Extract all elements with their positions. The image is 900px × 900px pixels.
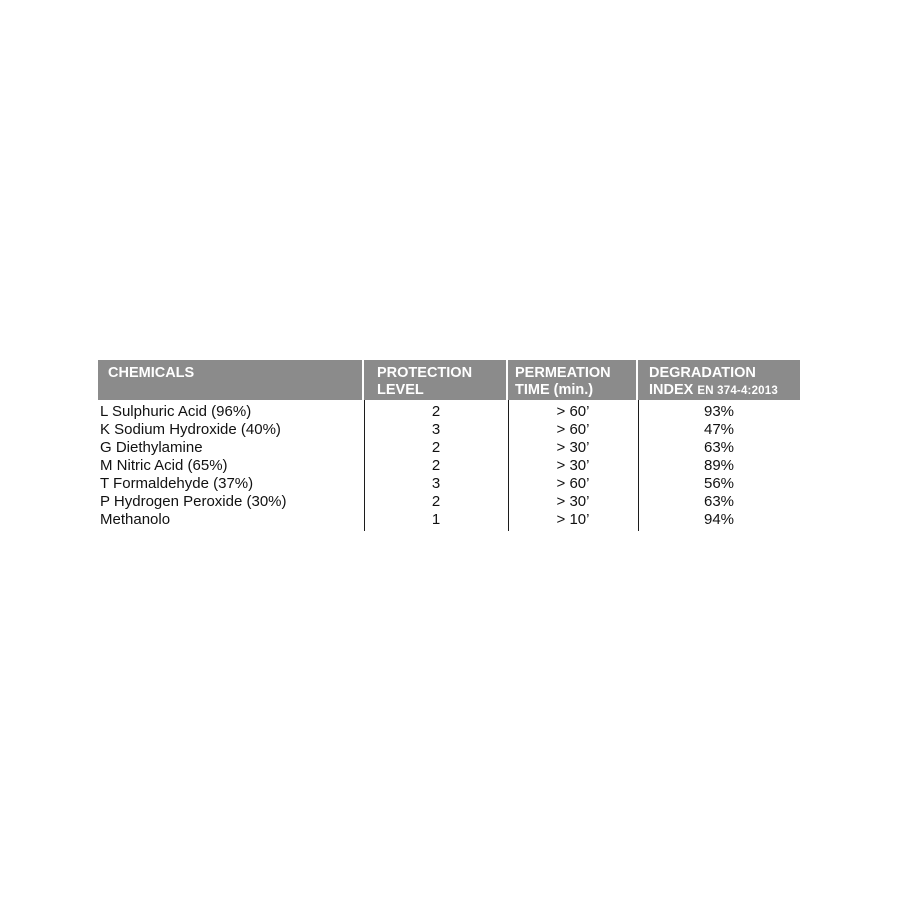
- header-permeation-line1: PERMEATION: [515, 365, 611, 381]
- header-protection-level: [364, 360, 508, 400]
- permeation-time-cell: > 60’: [556, 475, 590, 492]
- permeation-time-cell: > 30’: [556, 439, 590, 457]
- table-row: [98, 403, 800, 421]
- header-degradation-index: [638, 360, 800, 400]
- column-separator: [638, 400, 639, 531]
- table-body: [98, 400, 800, 531]
- table-row: [98, 421, 800, 439]
- degradation-index-cell: 63%: [703, 439, 735, 457]
- permeation-time-cell: > 60’: [556, 421, 590, 439]
- table-row: [98, 492, 800, 510]
- chemical-cell: K Sodium Hydroxide (40%): [100, 421, 281, 439]
- chemical-cell: Methanolo: [100, 510, 171, 528]
- permeation-time-cell: > 30’: [556, 492, 590, 510]
- header-chemicals-label: CHEMICALS: [108, 365, 195, 381]
- chemical-cell: P Hydrogen Peroxide (30%): [100, 492, 287, 510]
- header-degradation-line1: DEGRADATION: [649, 365, 756, 381]
- table-row: [98, 510, 800, 528]
- protection-level-cell: 2: [431, 403, 441, 421]
- table-row: [98, 475, 800, 493]
- chemical-cell: G Diethylamine: [100, 439, 203, 457]
- column-separator: [508, 400, 509, 531]
- chemical-cell: M Nitric Acid (65%): [100, 457, 228, 475]
- table-header-row: [98, 360, 800, 400]
- permeation-time-cell: > 10’: [556, 510, 590, 528]
- degradation-index-cell: 93%: [703, 403, 735, 421]
- header-degradation-index-label: INDEX: [649, 381, 694, 398]
- table-row: [98, 457, 800, 475]
- degradation-index-cell: 89%: [703, 457, 735, 475]
- chemical-cell: T Formaldehyde (37%): [100, 475, 254, 492]
- permeation-time-cell: > 60’: [556, 403, 590, 421]
- protection-level-cell: 3: [431, 475, 441, 492]
- table-row: [98, 439, 800, 457]
- degradation-index-cell: 56%: [703, 475, 735, 492]
- degradation-index-cell: 94%: [703, 510, 735, 528]
- header-degradation-standard: EN 374-4:2013: [697, 384, 778, 397]
- header-permeation-line2: TIME (min.): [515, 381, 594, 398]
- chemical-cell: L Sulphuric Acid (96%): [100, 403, 252, 421]
- column-separator: [364, 400, 365, 531]
- protection-level-cell: 1: [431, 510, 441, 528]
- degradation-index-cell: 47%: [703, 421, 735, 439]
- header-degradation-line2: [649, 382, 800, 400]
- protection-level-cell: 2: [431, 457, 441, 475]
- header-protection-line1: PROTECTION: [377, 365, 473, 381]
- header-permeation-time: [508, 360, 638, 400]
- header-protection-line2: LEVEL: [377, 381, 424, 398]
- header-chemicals: [98, 360, 364, 400]
- protection-level-cell: 3: [431, 421, 441, 439]
- protection-level-cell: 2: [431, 439, 441, 457]
- protection-level-cell: 2: [431, 492, 441, 510]
- permeation-time-cell: > 30’: [556, 457, 590, 475]
- chemical-resistance-table: [98, 360, 800, 531]
- degradation-index-cell: 63%: [703, 492, 735, 510]
